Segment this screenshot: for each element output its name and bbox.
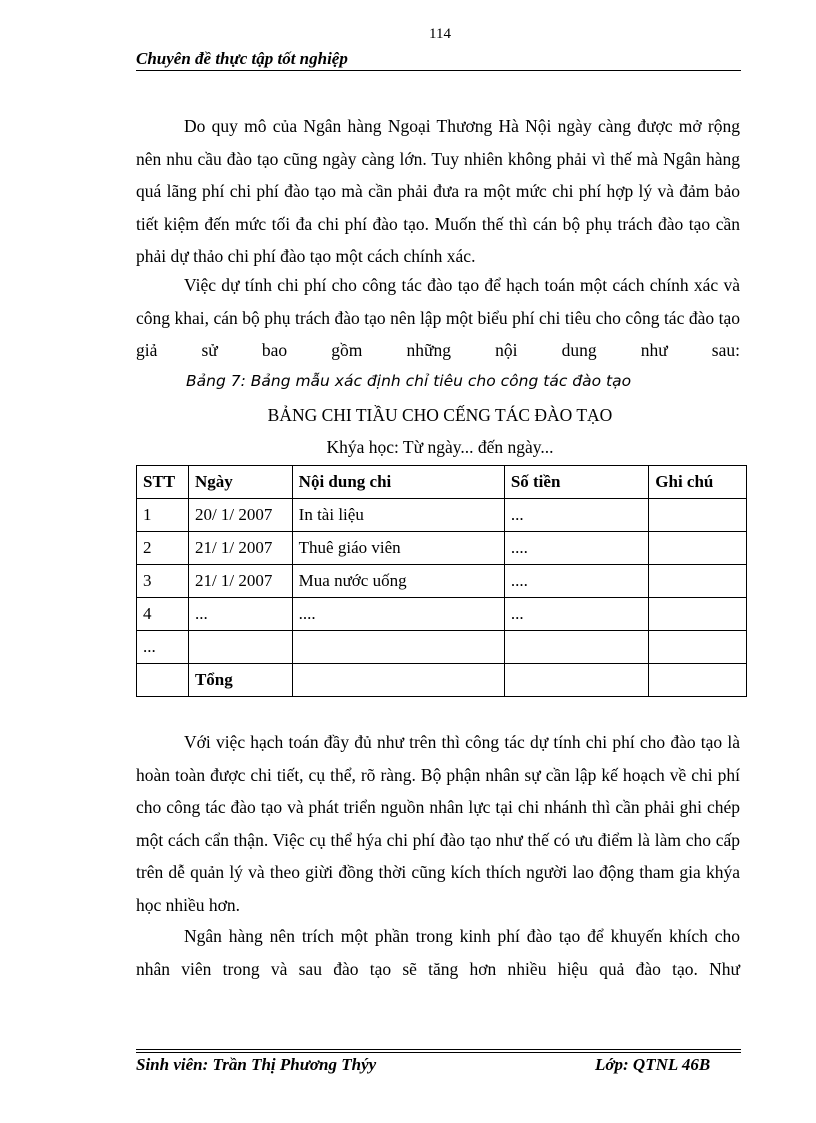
table-cell: ... xyxy=(137,631,189,664)
table-cell: 2 xyxy=(137,532,189,565)
table-cell: 1 xyxy=(137,499,189,532)
footer-rule-top xyxy=(136,1049,741,1050)
table-cell xyxy=(649,532,747,565)
table-cell: 21/ 1/ 2007 xyxy=(188,565,292,598)
table-row xyxy=(137,565,747,598)
paragraph-1 xyxy=(136,110,740,273)
footer-class: Lớp: QTNL 46B xyxy=(595,1055,711,1074)
paragraph-1-text: Do quy mô của Ngân hàng Ngoại Thương Hà Nội ngày càng được mở rộng nên nhu cầu đào tạo cũng ngày càng lớn. Tuy nhiên không phải vì thế mà Ngân hàng quá lãng phí chi phí đào tạo mà cần phải đưa ra một mức chi phí hợp lý và đảm bảo tiết kiệm đến mức tối đa chi phí đào tạo. Muốn thế thì cán bộ phụ trách đào tạo cần phải dự thảo chi phí đào tạo một cách chính xác. xyxy=(136,116,740,267)
header-stt: STT xyxy=(137,466,189,499)
header-note: Ghi chú xyxy=(649,466,747,499)
table-cell xyxy=(649,598,747,631)
table-cell: ... xyxy=(188,598,292,631)
table-total-row xyxy=(137,664,747,697)
table-row xyxy=(137,532,747,565)
table-cell: 4 xyxy=(137,598,189,631)
paragraph-3 xyxy=(136,726,740,922)
footer-rule-bottom xyxy=(136,1052,741,1053)
table-title: BẢNG CHI TIẦU CHO CẾNG TÁC ĐÀO TẠO xyxy=(267,405,613,425)
table-cell xyxy=(649,499,747,532)
table-cell: .... xyxy=(504,565,648,598)
table-cell: .... xyxy=(292,598,504,631)
table-cell: In tài liệu xyxy=(292,499,504,532)
header-date: Ngày xyxy=(188,466,292,499)
header-amount: Số tiền xyxy=(504,466,648,499)
table-cell: ... xyxy=(504,598,648,631)
table-cell xyxy=(649,631,747,664)
table-cell: Thuê giáo viên xyxy=(292,532,504,565)
table-cell: 20/ 1/ 2007 xyxy=(188,499,292,532)
table-cell xyxy=(504,664,648,697)
header-rule xyxy=(136,70,741,71)
paragraph-4-text: Ngân hàng nên trích một phần trong kinh phí đào tạo để khuyến khích cho nhân viên trong và sau đào tạo sẽ tăng hơn nhiều hiệu quả đào tạo. Như xyxy=(136,926,740,979)
table-caption: Bảng 7: Bảng mẫu xác định chỉ tiêu cho công tác đào tạo xyxy=(186,372,632,390)
table-cell xyxy=(292,631,504,664)
total-label: Tổng xyxy=(188,664,292,697)
paragraph-2 xyxy=(136,269,740,367)
paragraph-2-text: Việc dự tính chi phí cho công tác đào tạo để hạch toán một cách chính xác và công khai, cán bộ phụ trách đào tạo nên lập một biểu phí chi tiêu cho công tác đào tạo giả sử bao gồm những nội dung như sau: xyxy=(136,275,740,361)
paragraph-3-text: Với việc hạch toán đầy đủ như trên thì công tác dự tính chi phí cho đào tạo là hoàn toàn được chi tiết, cụ thể, rõ ràng. Bộ phận nhân sự cần lập kế hoạch về chi phí cho công tác đào tạo và phát triển nguồn nhân lực tại chi nhánh thì cần phải ghi chép một cách cẩn thận. Việc cụ thể hýa chi phí đào tạo như thế có ưu điểm là làm cho cấp trên dễ quản lý và theo giừi đồng thời cũng kích thích người lao động tham gia khýa học nhiều hơn. xyxy=(136,732,740,915)
table-cell xyxy=(649,664,747,697)
paragraph-4 xyxy=(136,920,740,985)
table-cell: ... xyxy=(504,499,648,532)
table-cell: 3 xyxy=(137,565,189,598)
table-cell xyxy=(188,631,292,664)
table-row xyxy=(137,598,747,631)
table-cell: .... xyxy=(504,532,648,565)
table-cell: Mua nước uống xyxy=(292,565,504,598)
table-cell: 21/ 1/ 2007 xyxy=(188,532,292,565)
footer-student: Sinh viên: Trần Thị Phương Thýy xyxy=(136,1055,377,1074)
header-content: Nội dung chi xyxy=(292,466,504,499)
table-cell xyxy=(649,565,747,598)
table-row xyxy=(137,499,747,532)
table-cell xyxy=(292,664,504,697)
table-cell xyxy=(137,664,189,697)
page-number: 114 xyxy=(429,26,451,42)
table-subtitle: Khýa học: Từ ngày... đến ngày... xyxy=(326,437,554,457)
table-cell xyxy=(504,631,648,664)
table-header-row xyxy=(137,466,747,499)
expense-table xyxy=(136,465,747,697)
header-title: Chuyên đề thực tập tốt nghiệp xyxy=(136,49,348,68)
table-row xyxy=(137,631,747,664)
